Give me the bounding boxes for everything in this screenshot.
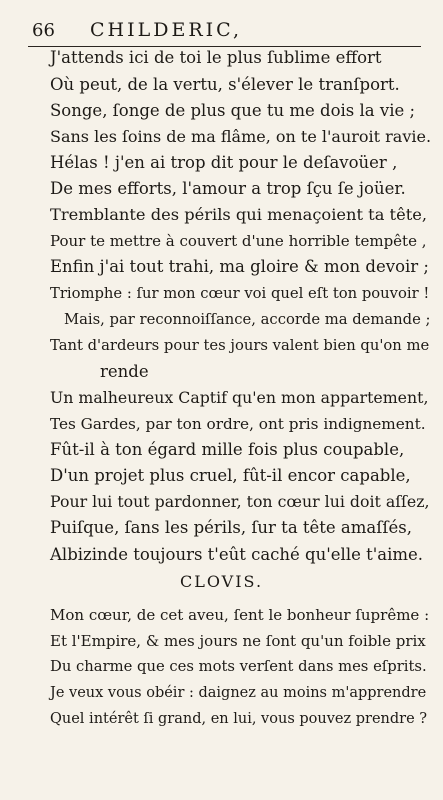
verse-line: D'un projet plus cruel, fût-il encor capable, bbox=[50, 466, 411, 485]
verse-line: Mon cœur, de cet aveu, ſent le bonheur ſuprême : bbox=[50, 606, 430, 624]
verse-line: Fût-il à ton égard mille fois plus coupable, bbox=[50, 440, 405, 459]
verse-line: Pour lui tout pardonner, ton cœur lui doit aſſez, bbox=[50, 492, 430, 511]
verse-line: Songe, ſonge de plus que tu me dois la vie ; bbox=[50, 101, 416, 120]
verse-line: Triomphe : ſur mon cœur voi quel eſt ton pouvoir ! bbox=[50, 285, 430, 302]
running-title: CHILDERIC, bbox=[90, 19, 243, 41]
verse-line: Je veux vous obéir : daignez au moins m'apprendre bbox=[50, 685, 427, 701]
verse-line: Tes Gardes, par ton ordre, ont pris indignement. bbox=[50, 415, 426, 433]
verse-line: Du charme que ces mots verſent dans mes eſprits. bbox=[50, 658, 427, 675]
verse-line: Où peut, de la vertu, s'élever le tranſport. bbox=[50, 75, 400, 94]
verse-line: Sans les ſoins de ma flâme, on te l'auroit ravie. bbox=[50, 127, 432, 146]
verse-line: Tant d'ardeurs pour tes jours valent bien qu'on me bbox=[50, 337, 430, 354]
verse-line: Albizinde toujours t'eût caché qu'elle t'aime. bbox=[50, 545, 424, 564]
verse-line: Et l'Empire, & mes jours ne ſont qu'un foible prix bbox=[50, 632, 426, 650]
verse-line: Mais, par reconnoiſſance, accorde ma demande ; bbox=[64, 311, 431, 328]
page-number: 66 bbox=[32, 20, 55, 41]
page-header bbox=[32, 20, 419, 46]
verse-line-continuation: rende bbox=[100, 362, 149, 381]
verse-line: Tremblante des périls qui menaçoient ta tête, bbox=[50, 205, 428, 224]
verse-line: Puiſque, ſans les périls, ſur ta tête amaſſés, bbox=[50, 518, 412, 537]
speaker-name: CLOVIS. bbox=[179, 572, 264, 591]
verse-line: Enfin j'ai tout trahi, ma gloire & mon devoir ; bbox=[50, 257, 429, 276]
verse-line: J'attends ici de toi le plus ſublime effort bbox=[50, 48, 382, 67]
verse-line: De mes efforts, l'amour a trop ſçu ſe joüer. bbox=[50, 179, 406, 198]
header-rule bbox=[28, 46, 421, 47]
verse-line: Pour te mettre à couvert d'une horrible tempête , bbox=[50, 232, 427, 250]
verse-line: Hélas ! j'en ai trop dit pour le deſavoüer , bbox=[50, 153, 398, 172]
verse-line: Quel intérêt ſi grand, en lui, vous pouvez prendre ? bbox=[50, 711, 428, 727]
verse-line: Un malheureux Captif qu'en mon appartement, bbox=[50, 388, 429, 407]
